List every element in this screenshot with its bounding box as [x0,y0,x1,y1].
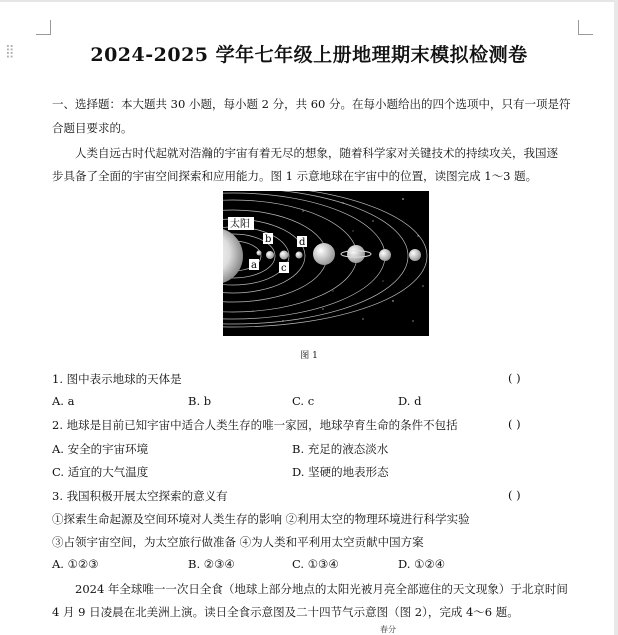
planet-saturn [347,245,365,263]
question-stem: 2. 地球是目前已知宇宙中适合人类生存的唯一家园，地球孕育生命的条件不包括 [52,418,458,432]
passage-text: 2024 年全球唯一一次日全食（地球上部分地点的太阳光被月亮全部遮住的天文现象）于北京时间 [75,582,568,596]
option-c: C. c [292,394,315,408]
planet-label-c: c [281,263,287,274]
figure-caption: 图 1 [300,351,318,361]
option-b: B. b [188,394,212,408]
option-d: D. 坚硬的地表形态 [292,465,389,479]
sun-label: 太阳 [230,219,250,230]
option-b: B. 充足的液态淡水 [292,442,389,456]
planet-uranus [379,249,391,261]
solar-system-figure [223,191,429,336]
question-stem: 3. 我国积极开展太空探索的意义有 [52,489,228,503]
planet-jupiter [313,243,335,265]
question-stem: 1. 图中表示地球的天体是 [52,372,182,386]
section-instructions: 一、选择题：本大题共 30 小题，每小题 2 分，共 60 分。在每小题给出的四个选项中，只有一项是符 [52,97,571,111]
page-top-edge [0,0,618,2]
planet-d [296,252,303,259]
planet-label-d: d [299,237,306,248]
star-field [253,198,424,322]
passage-text-cont: 步具备了全面的宇宙空间探索和应用能力。图 1 示意地球在宇宙中的位置，读图完成 1～3 题。 [52,169,538,183]
option-d: D. ①②④ [398,557,446,571]
answer-bracket: ( ) [508,488,521,502]
margin-corner-mark [578,20,593,35]
option-a: A. ①②③ [52,557,99,571]
solar-system-diagram [223,191,429,336]
passage-text-cont: 4 月 9 日凌晨在北美洲上演。读日全食示意图及二十四节气示意图（图 2），完成 4～6 题。 [52,605,519,619]
option-a: A. 安全的宇宙环境 [52,442,149,456]
answer-bracket: ( ) [508,371,521,385]
passage-text: 人类自远古时代起就对浩瀚的宇宙有着无尽的想象，随着科学家对关键技术的持续攻关，我国逐 [75,146,558,160]
question-statements: ①探索生命起源及空间环境对人类生存的影响 ②利用太空的物理环境进行科学实验 [52,512,470,526]
answer-bracket: ( ) [508,417,521,431]
planet-b [266,251,274,259]
sun [223,228,243,284]
option-b: B. ②③④ [188,557,235,571]
option-a: A. a [52,394,75,408]
planet-label-a: a [251,260,257,271]
margin-corner-mark [36,20,51,35]
option-d: D. d [398,394,422,408]
section-instructions-cont: 合题目要求的。 [52,121,133,135]
figure2-partial-label: 春分 [380,625,396,634]
drag-handle-icon[interactable]: ⣿ [5,44,15,59]
question-statements: ③占领宇宙空间，为太空旅行做准备 ④为人类和平利用太空贡献中国方案 [52,535,424,549]
planet-c [280,251,289,260]
planet-neptune [409,249,421,261]
planet-label-b: b [265,234,272,245]
option-c: C. 适宜的大气温度 [52,465,149,479]
planet-a [257,251,262,256]
page-title: 2024-2025 学年七年级上册地理期末模拟检测卷 [90,44,528,66]
page-right-edge [614,0,618,635]
option-c: C. ①③④ [292,557,339,571]
